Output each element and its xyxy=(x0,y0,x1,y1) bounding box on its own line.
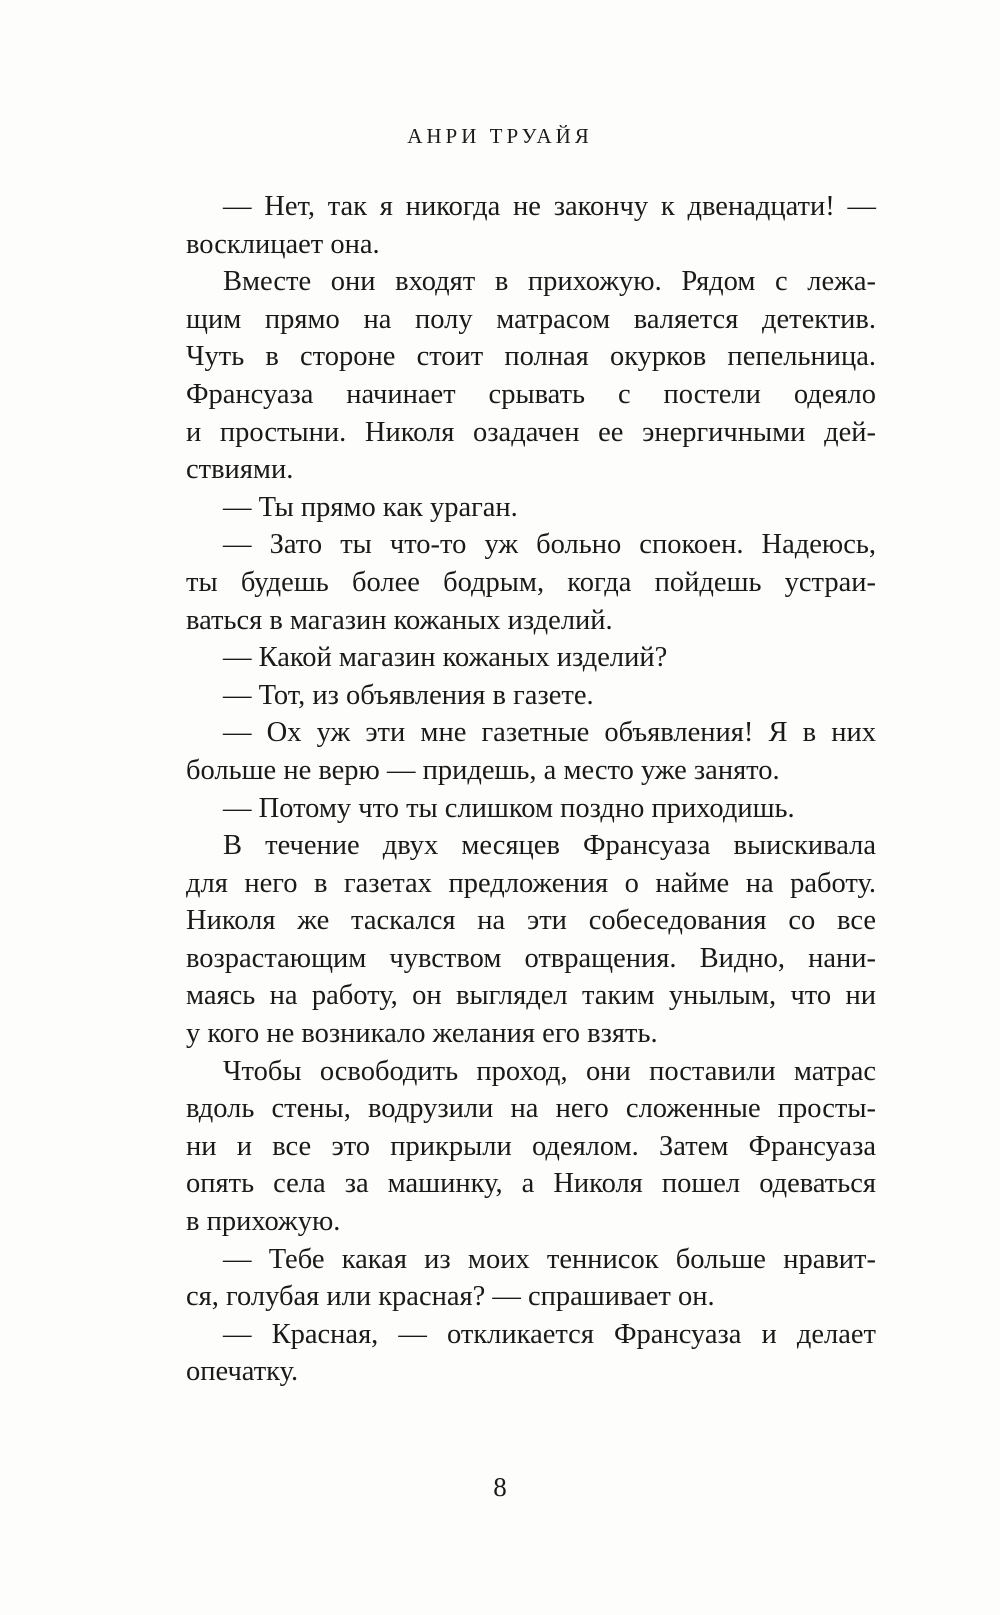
text-line: — Ты прямо как ураган. xyxy=(223,491,518,523)
text-line: для него в газетах предложения о найме на работу. xyxy=(186,867,876,899)
text-line: — Ох уж эти мне газетные объявления! Я в них xyxy=(223,717,876,749)
text-line: В течение двух месяцев Франсуаза выискивала xyxy=(223,830,876,862)
text-line: ты будешь более бодрым, когда пойдешь устраи- xyxy=(186,566,876,598)
text-line: у кого не возникало желания его взять. xyxy=(186,1018,658,1050)
text-line: больше не верю — придешь, а место уже занято. xyxy=(186,754,780,786)
text-line: ся, голубая или красная? — спрашивает он. xyxy=(186,1281,715,1313)
text-line: опять села за машинку, а Николя пошел одеваться xyxy=(186,1168,876,1200)
text-line: — Зато ты что-то уж больно спокоен. Надеюсь, xyxy=(223,529,876,561)
text-line: и простыни. Николя озадачен ее энергичными дей- xyxy=(186,416,876,448)
text-line: возрастающим чувством отвращения. Видно, нани- xyxy=(186,942,876,974)
text-line: Франсуаза начинает срывать с постели одеяло xyxy=(186,378,876,410)
text-line: Чуть в стороне стоит полная окурков пепельница. xyxy=(186,341,876,373)
text-line: — Какой магазин кожаных изделий? xyxy=(223,642,668,674)
text-line: — Потому что ты слишком поздно приходишь. xyxy=(223,792,795,824)
text-line: ни и все это прикрыли одеялом. Затем Франсуаза xyxy=(186,1130,876,1162)
text-line: ваться в магазин кожаных изделий. xyxy=(186,604,613,636)
text-line: — Красная, — откликается Франсуаза и делает xyxy=(223,1318,876,1350)
text-line: Вместе они входят в прихожую. Рядом с лежа- xyxy=(223,266,876,298)
text-line: — Нет, так я никогда не закончу к двенадцати! — xyxy=(223,191,876,222)
text-line: ствиями. xyxy=(186,454,294,486)
text-line: Николя же таскался на эти собеседования со все xyxy=(186,905,876,937)
text-line: восклицает она. xyxy=(186,228,380,260)
text-line: — Тебе какая из моих теннисок больше нравит- xyxy=(223,1243,876,1275)
text-line: опечатку. xyxy=(186,1356,299,1388)
running-head: АНРИ ТРУАЙЯ xyxy=(407,124,593,148)
text-line: вдоль стены, водрузили на него сложенные просты- xyxy=(186,1093,876,1125)
body-text xyxy=(186,188,876,1391)
text-line: Чтобы освободить проход, они поставили матрас xyxy=(223,1055,876,1087)
page-number: 8 xyxy=(493,1472,507,1502)
text-line: — Тот, из объявления в газете. xyxy=(223,679,594,711)
text-line: щим прямо на полу матрасом валяется детектив. xyxy=(186,303,876,335)
text-line: в прихожую. xyxy=(186,1206,341,1238)
text-line: маясь на работу, он выглядел таким унылым, что ни xyxy=(186,980,876,1012)
